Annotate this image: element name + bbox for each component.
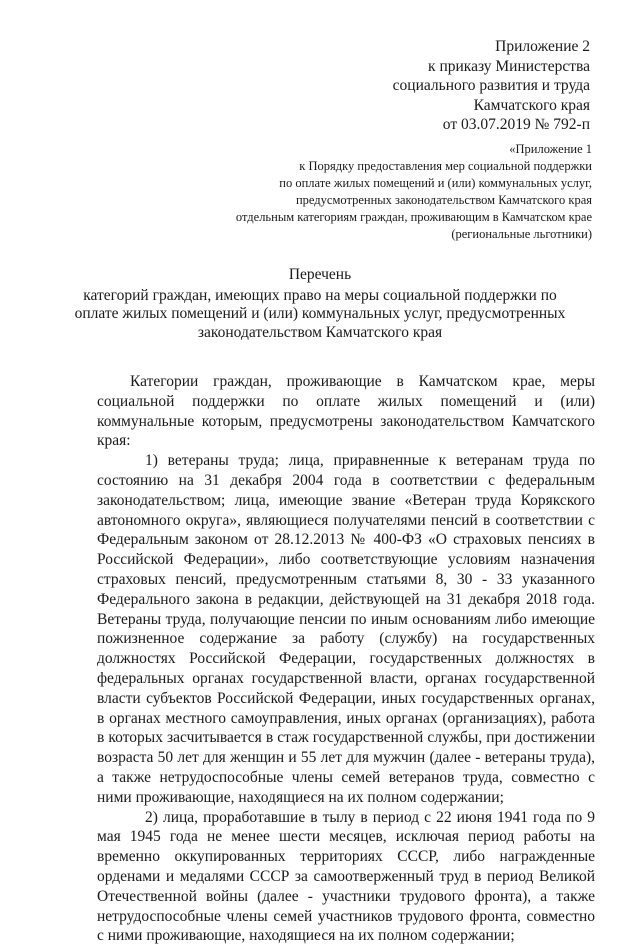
intro-paragraph: Категории граждан, проживающие в Камчатском крае, меры социальной поддержки по оплате жилых помещений и (или) коммунальные которым, предусмотрены законодательством Камчатского края: (97, 373, 595, 450)
appendix-2-line: Приложение 2 (495, 38, 590, 55)
document-body (97, 372, 595, 946)
appendix-1-line: по оплате жилых помещений и (или) коммунальных услуг, (279, 176, 592, 190)
appendix-1-line: отдельным категориям граждан, проживающим в Камчатском крае (235, 210, 592, 224)
title-heading: Перечень (288, 266, 352, 283)
appendix-2-header (290, 37, 590, 135)
appendix-1-line: «Приложение 1 (509, 142, 592, 156)
appendix-1-line: предусмотренных законодательством Камчатского края (295, 193, 592, 207)
appendix-2-line: Камчатского края (473, 96, 590, 114)
appendix-2-line: к приказу Министерства (428, 57, 590, 75)
list-item-1: 1) ветераны труда; лица, приравненные к ветеранам труда по состоянию на 31 декабря 2004 года в соответствии с федеральным законодательством; лица, имеющие звание «Ветеран труда Корякского автономного округа», являющиеся получателями пенсий в соответствии с Федеральным законом от 28.12.2013 № 400-ФЗ «О страховых пенсиях в Российской Федерации», либо соответствующие условиям назначения страховых пенсий, предусмотренным статьями 8, 30 - 33 указанного Федерального закона в редакции, действующей на 31 декабря 2018 года. Ветераны труда, получающие пенсии по иным основаниям либо имеющие пожизненное содержание за работу (службу) на государственных должностях Российской Федерации, государственных должностях в федеральных органах государственной власти, органах государственной власти субъектов Российской Федерации, иных государственных органах, в органах местного самоуправления, иных органах (организациях), работа в которых засчитывается в стаж государственной службы, при достижении возраста 50 лет для женщин и 55 лет для мужчин (далее - ветераны труда), а также нетрудоспособные члены семей ветеранов труда, совместно с ними проживающие, находящиеся на их полном содержании; (97, 452, 595, 806)
appendix-2-line: социального развития и труда (392, 77, 590, 94)
appendix-1-header (172, 141, 592, 243)
appendix-1-line: (региональные льготники) (451, 227, 592, 241)
appendix-1-line: к Порядку предоставления мер социальной поддержки (299, 159, 592, 173)
title-line: категорий граждан, имеющих право на меры социальной поддержки по (83, 286, 557, 304)
title-line: законодательством Камчатского края (197, 323, 443, 341)
document-title (60, 266, 580, 342)
list-item-2: 2) лица, проработавшие в тылу в период с 22 июня 1941 года по 9 мая 1945 года не менее шести месяцев, исключая период работы на временно оккупированных территориях СССР, либо награжденные орденами и медалями СССР за самоотверженный труд в период Великой Отечественной войны (далее - участники трудового фронта), а также нетрудоспособные члены семей участников трудового фронта, совместно с ними проживающие, находящиеся на их полном содержании; (97, 808, 595, 945)
appendix-2-line: от 03.07.2019 № 792-п (442, 116, 590, 133)
title-line: оплате жилых помещений и (или) коммунальных услуг, предусмотренных (74, 305, 566, 322)
